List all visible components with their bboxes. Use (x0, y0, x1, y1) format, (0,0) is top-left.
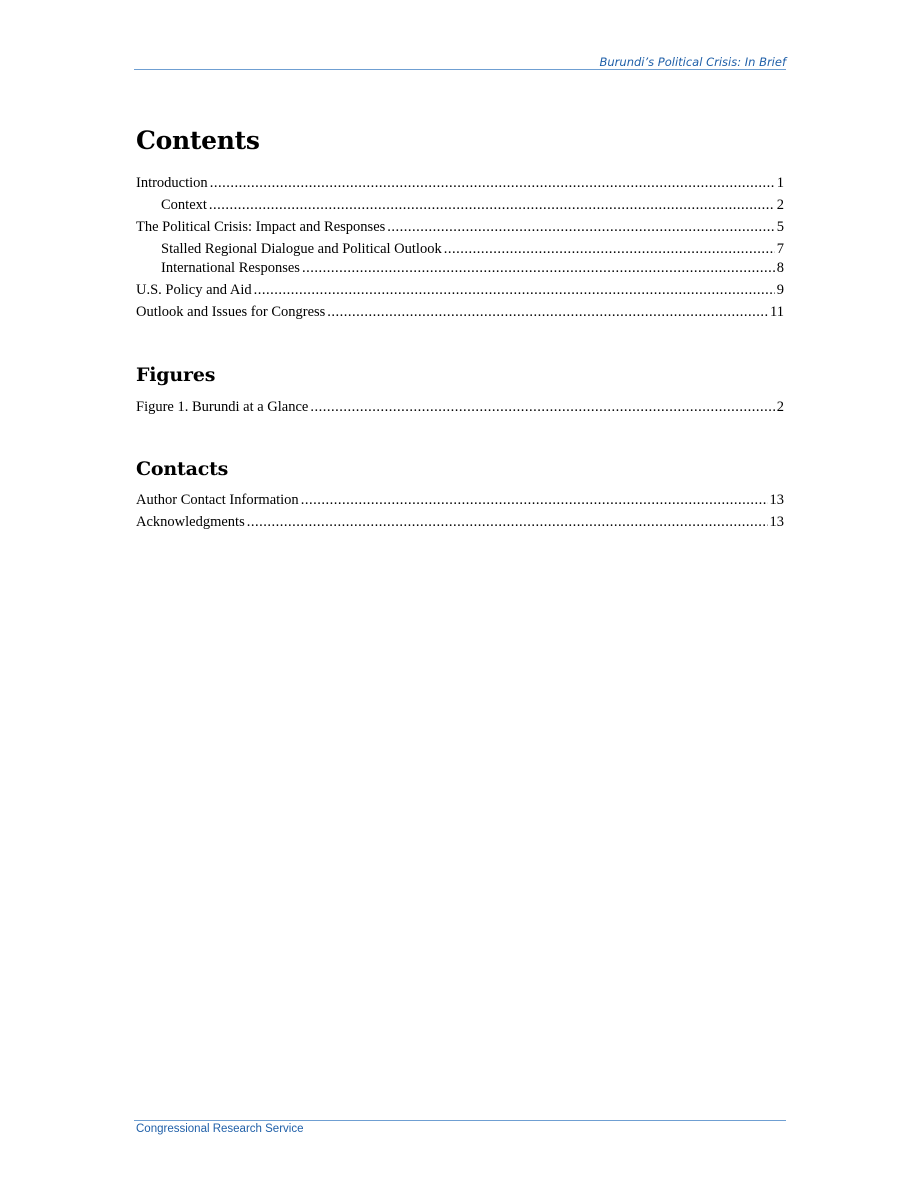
toc-entry-label: Context (161, 197, 207, 213)
dot-leader (310, 398, 774, 416)
contact-entry-page: 13 (769, 514, 784, 530)
dot-leader (301, 491, 768, 509)
list-of-figures (136, 398, 784, 416)
toc-entry-page: 1 (776, 175, 784, 191)
dot-leader (210, 174, 775, 192)
table-of-contents (136, 174, 784, 321)
toc-entry-label: Outlook and Issues for Congress (136, 304, 326, 320)
figures-heading: Figures (136, 364, 216, 386)
toc-entry-label: Introduction (136, 175, 208, 191)
toc-entry-political-crisis[interactable] (136, 218, 784, 236)
dot-leader (302, 259, 775, 277)
toc-entry-page: 8 (776, 260, 784, 276)
list-of-contacts (136, 491, 784, 531)
footer-publisher: Congressional Research Service (136, 1123, 304, 1135)
dot-leader (444, 240, 775, 258)
toc-entry-label: Stalled Regional Dialogue and Political Outlook (161, 241, 442, 257)
contact-entry-page: 13 (769, 492, 784, 508)
toc-entry-outlook[interactable] (136, 303, 784, 321)
contacts-heading: Contacts (136, 458, 229, 480)
figure-entry-page: 2 (776, 399, 784, 415)
header-rule (134, 69, 786, 70)
contact-entry-label: Author Contact Information (136, 492, 299, 508)
footer-rule (134, 1120, 786, 1121)
toc-entry-label: U.S. Policy and Aid (136, 282, 252, 298)
contact-entry-acknowledgments[interactable] (136, 513, 784, 531)
toc-entry-label: International Responses (161, 260, 300, 276)
contents-heading: Contents (136, 126, 260, 155)
figure-entry-1[interactable] (136, 398, 784, 416)
toc-entry-international-responses[interactable] (136, 259, 784, 277)
contact-entry-label: Acknowledgments (136, 514, 245, 530)
dot-leader (209, 196, 775, 214)
toc-entry-page: 9 (776, 282, 784, 298)
dot-leader (327, 303, 768, 321)
contact-entry-author[interactable] (136, 491, 784, 509)
dot-leader (387, 218, 774, 236)
toc-entry-us-policy[interactable] (136, 281, 784, 299)
toc-entry-context[interactable] (136, 196, 784, 214)
toc-entry-page: 5 (776, 219, 784, 235)
toc-entry-stalled-dialogue[interactable] (136, 240, 784, 258)
toc-entry-page: 2 (776, 197, 784, 213)
dot-leader (247, 513, 768, 531)
dot-leader (254, 281, 775, 299)
toc-entry-introduction[interactable] (136, 174, 784, 192)
toc-entry-page: 11 (770, 304, 784, 320)
figure-entry-label: Figure 1. Burundi at a Glance (136, 399, 309, 415)
toc-entry-label: The Political Crisis: Impact and Responses (136, 219, 386, 235)
toc-entry-page: 7 (776, 241, 784, 257)
running-header: Burundi’s Political Crisis: In Brief (599, 55, 786, 69)
